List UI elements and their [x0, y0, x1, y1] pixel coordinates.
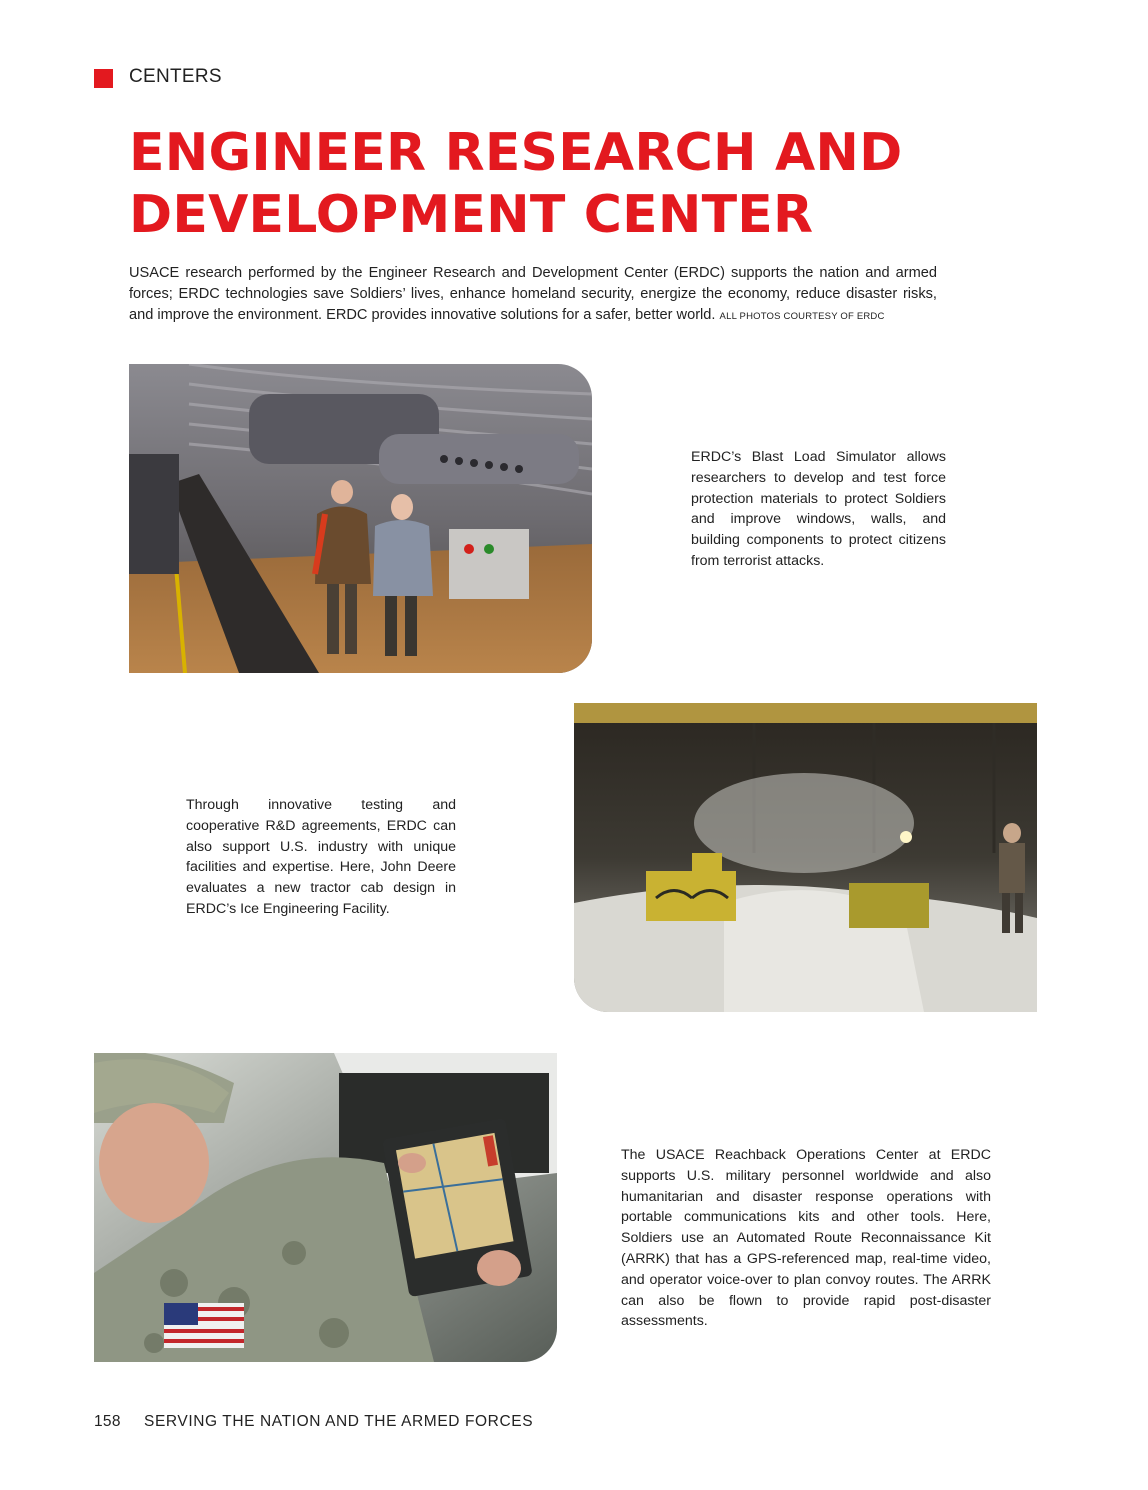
ice-engineering-facility-photo	[574, 703, 1037, 1012]
intro-text: USACE research performed by the Engineer Research and Development Center (ERDC) supports the nation and armed forces; ERDC technologies save Soldiers’ lives, enhance homeland security, energize the economy, reduce disaster risks, and improve the environment. ERDC provides innovative solutions for a safer, better world.	[129, 265, 937, 323]
reachback-operations-photo	[94, 1053, 557, 1362]
section-label: CENTERS	[129, 66, 222, 87]
photo-credit: ALL PHOTOS COURTESY OF ERDC	[719, 311, 885, 322]
photo-2-caption: Through innovative testing and cooperative R&D agreements, ERDC can also support U.S. industry with unique facilities and expertise. Here, John Deere evaluates a new tractor cab design in ERDC’s Ice Engineering Facility.	[186, 797, 456, 917]
intro-paragraph	[129, 263, 937, 327]
running-head: SERVING THE NATION AND THE ARMED FORCES	[144, 1413, 534, 1430]
page-title: ENGINEER RESEARCH AND DEVELOPMENT CENTER	[129, 123, 903, 245]
section-marker	[94, 69, 113, 88]
photo-1-caption: ERDC’s Blast Load Simulator allows researchers to develop and test force protection materials to protect Soldiers and improve windows, walls, and building components to protect citizens from terrorist attacks.	[691, 449, 946, 569]
photo-3-caption: The USACE Reachback Operations Center at ERDC supports U.S. military personnel worldwide and also humanitarian and disaster response operations with portable communications kits and other tools. Here, Soldiers use an Automated Route Reconnaissance Kit (ARRK) that has a GPS-referenced map, real-time video, and operator voice-over to plan convoy routes. The ARRK can also be flown to provide rapid post-disaster assessments.	[621, 1147, 991, 1330]
page-number: 158	[94, 1413, 121, 1430]
blast-load-simulator-photo	[129, 364, 592, 673]
